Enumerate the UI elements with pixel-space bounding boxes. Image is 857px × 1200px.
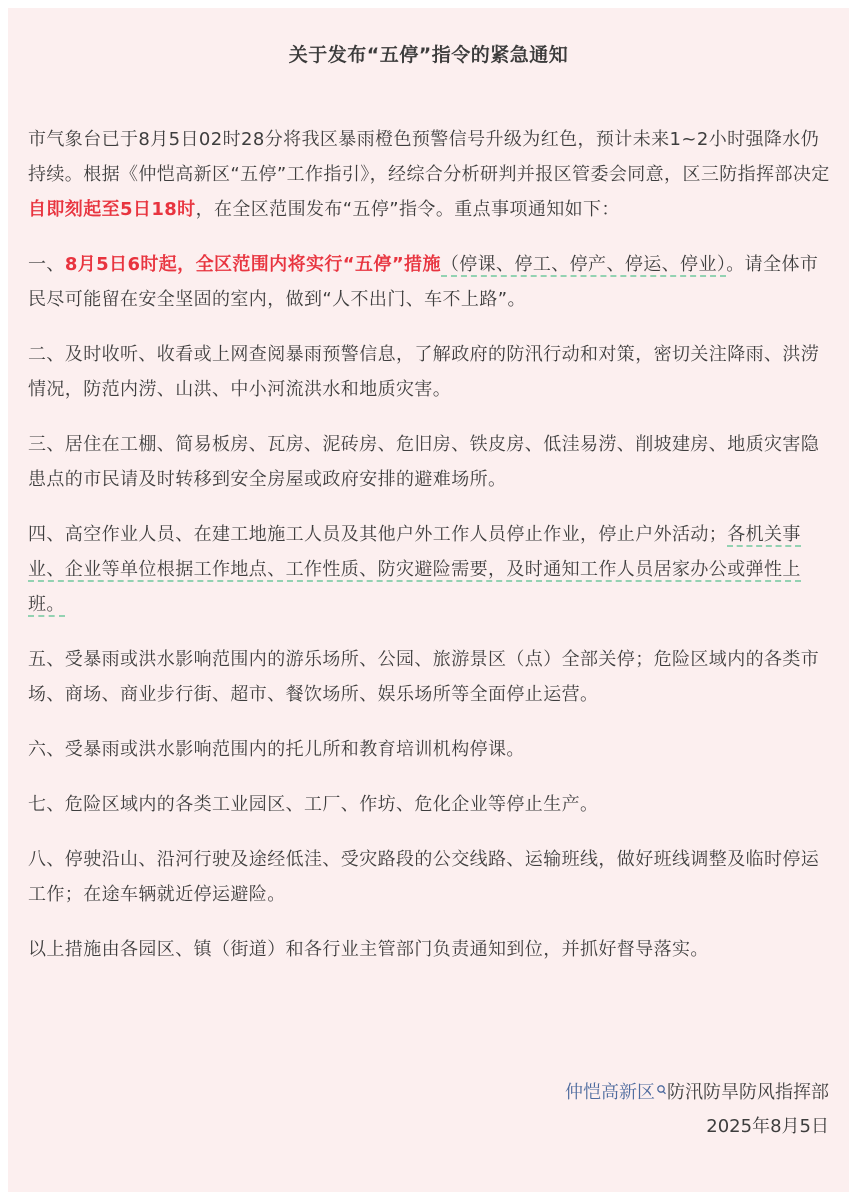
item-1-underlined-paren: （停课、停工、停产、停运、停业） <box>440 254 727 275</box>
signature-date: 2025年8月5日 <box>706 1116 829 1137</box>
item-7: 七、危险区域内的各类工业园区、工厂、作坊、危化企业等停止生产。 <box>28 794 599 815</box>
org-link[interactable]: 仲恺高新区 <box>565 1082 655 1103</box>
search-icon <box>655 1078 667 1094</box>
item-8: 八、停驶沿山、沿河行驶及途经低洼、受灾路段的公交线路、运输班线，做好班线调整及临时停运工作；在途车辆就近停运避险。 <box>28 849 820 905</box>
intro-paragraph <box>28 122 835 227</box>
item-4-underlined: 各机关事业、企业等单位根据工作地点、工作性质、防灾避险需要，及时通知工作人员居家办公或弹性上班。 <box>28 524 801 615</box>
item-1-rest: 。请全体市民尽可能留在安全坚固的室内，做到“人不出门、车不上路”。 <box>28 254 819 310</box>
notice-title: 关于发布“五停”指令的紧急通知 <box>288 44 569 66</box>
closing-paragraph: 以上措施由各园区、镇（街道）和各行业主管部门负责通知到位，并抓好督导落实。 <box>28 939 709 960</box>
item-4-text: 四、高空作业人员、在建工地施工人员及其他户外工作人员停止作业，停止户外活动； <box>28 524 728 545</box>
signature-block <box>565 1076 829 1144</box>
item-3: 三、居住在工棚、简易板房、瓦房、泥砖房、危旧房、铁皮房、低洼易涝、削坡建房、地质灾害隐患点的市民请及时转移到安全房屋或政府安排的避难场所。 <box>28 434 820 490</box>
item-1 <box>28 247 835 317</box>
notice-body <box>28 122 835 987</box>
item-1-prefix: 一、 <box>28 254 65 275</box>
intro-time-highlight: 自即刻起至5日18时 <box>28 199 196 220</box>
item-4 <box>28 517 835 622</box>
signature-org-line <box>565 1076 829 1110</box>
item-1-highlight: 8月5日6时起，全区范围内将实行“五停”措施 <box>64 254 441 275</box>
intro-text-2: ，在全区范围发布“五停”指令。重点事项通知如下： <box>195 199 620 220</box>
intro-text-1: 市气象台已于8月5日02时28分将我区暴雨橙色预警信号升级为红色，预计未来1~2小时强降水仍持续。根据《仲恺高新区“五停”工作指引》，经综合分析研判并报区管委会同意，区三防指挥部决定 <box>28 129 830 185</box>
item-5: 五、受暴雨或洪水影响范围内的游乐场所、公园、旅游景区（点）全部关停；危险区域内的各类市场、商场、商业步行街、超市、餐饮场所、娱乐场所等全面停止运营。 <box>28 649 820 705</box>
signature-org: 防汛防旱防风指挥部 <box>667 1082 829 1103</box>
item-6: 六、受暴雨或洪水影响范围内的托儿所和教育培训机构停课。 <box>28 739 525 760</box>
item-2: 二、及时收听、收看或上网查阅暴雨预警信息，了解政府的防汛行动和对策，密切关注降雨、洪涝情况，防范内涝、山洪、中小河流洪水和地质灾害。 <box>28 344 820 400</box>
notice-card <box>8 8 849 1192</box>
